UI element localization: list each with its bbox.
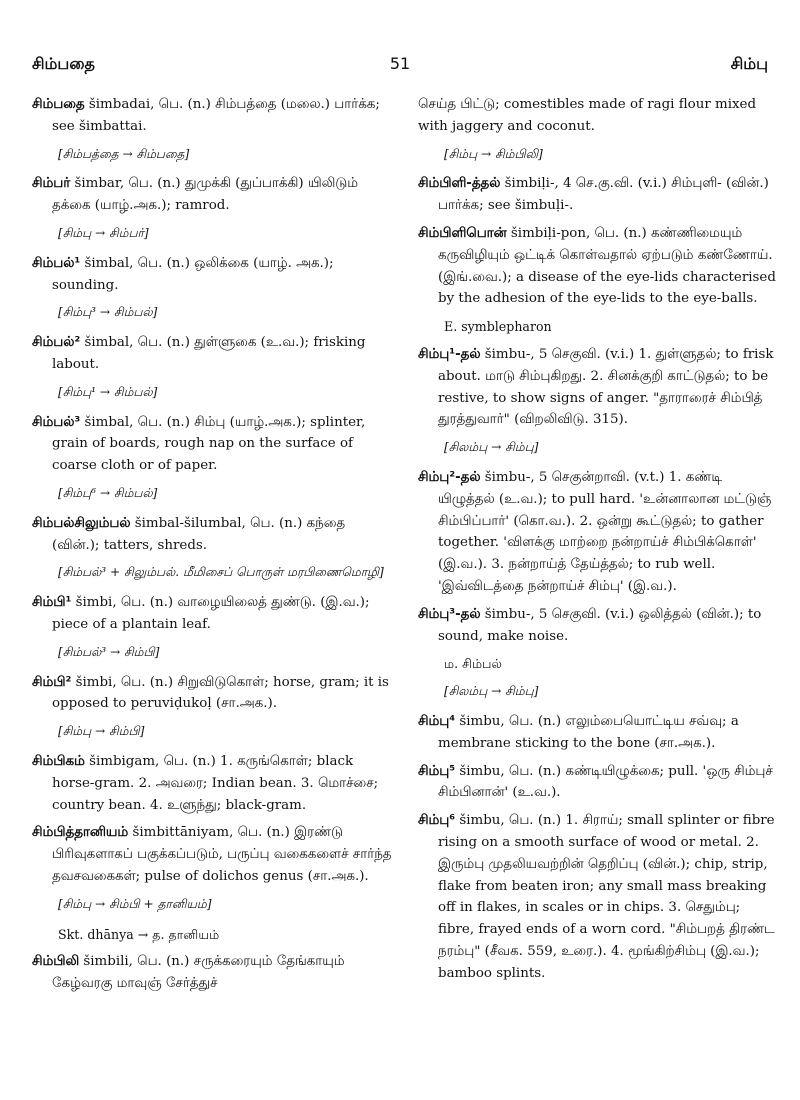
entry-headword: சிம்பதை <box>32 97 85 112</box>
entry-definition: šimbadai, பெ. (n.) சிம்பத்தை (மலை.) பார்க்க; see šimbattai. <box>52 97 380 134</box>
dictionary-entry <box>32 332 392 376</box>
entry-definition: šimbu-, 5 செகுன்றாவி. (v.t.) 1. கண்டி யிழுத்தல் (உ.வ.); to pull hard. 'உன்னாலான மட்டுஞ் சிம்பிப்பார்' (கொ.வ.). 2. ஒன்று கூட்டுதல்; to gather together. 'விளக்கு மாற்றை நன்றாய்ச் சிம்பிக்கொள்' (இ.வ.). 3. நன்றாய்த் தேய்த்தல்; to rub well. 'இவ்விடத்தை நன்றாய்ச் சிம்பு' (இ.வ.). <box>438 469 772 594</box>
entry-headword: சிம்பி¹ <box>32 595 72 611</box>
entry-definition: šimbu-, 5 செகுவி. (v.i.) ஒலித்தல் (வின்.); to sound, make noise. <box>438 606 762 644</box>
etymology-note: [சிம்பு³ → சிம்பல்] <box>58 305 158 320</box>
etymology-note: [சிம்பு¹ → சிம்பல்] <box>58 384 158 399</box>
entry-headword: சிம்பு¹-தல் <box>418 346 481 362</box>
entry-headword: சிம்பிலி <box>32 954 80 970</box>
entry-headword: சிம்பு²-தல் <box>418 469 481 485</box>
entry-definition: šimbar, பெ. (n.) துமுக்கி (துப்பாக்கி) யிலிடும் தக்கை (யாழ்.அக.); ramrod. <box>52 176 358 214</box>
entry-definition: šimbu, பெ. (n.) 1. சிராய்; small splinter or fibre rising on a smooth surface of wood or metal. 2. இரும்பு முதலியவற்றின் தெறிப்பு (வின்.); chip, strip, flake from beaten iron; any small mass breaking off in flakes, in scales or in chips. 3. செதும்பு; fibre, frayed ends of a worn cord. "சிம்பறத் திரண்ட நரம்பு" (சீவக. 559, உரை.). 4. மூங்கிற்சிம்பு (இ.வ.); bamboo splints. <box>438 813 775 981</box>
entry-headword: சிம்பல்¹ <box>32 255 81 271</box>
right-column <box>418 94 778 990</box>
dictionary-entry <box>32 412 392 477</box>
etymology-note: [சிம்பல்³ → சிம்பி] <box>58 644 160 659</box>
entry-definition: šimbi, பெ. (n.) சிறுவிடுகொள்; horse, gram; it is opposed to peruviḍukoḷ (சா.அக.). <box>52 674 389 712</box>
entry-headword: சிம்பு³-தல் <box>418 606 481 622</box>
etymology-note: [சிலம்பு → சிம்பு] <box>444 440 539 455</box>
entry-definition: šimbiḷi-, 4 செ.கு.வி. (v.i.) சிம்புளி- (வின்.) பார்க்க; see šimbuḷi-. <box>438 176 769 214</box>
entry-definition: šimbu-, 5 செகுவி. (v.i.) 1. துள்ளுதல்; to frisk about. மாடு சிம்புகிறது. 2. சினக்குறி காட்டுதல்; to be restive, to show signs of anger. "தாராரைச் சிம்பித் துரத்துவார்" (விறலிவிடு. 315). <box>438 346 774 428</box>
entry-headword: சிம்பல்² <box>32 335 81 351</box>
entry-definition: šimbittāniyam, பெ. (n.) இரண்டு பிரிவுகளாகப் பகுக்கப்படும், பருப்பு வகைகளைச் சார்ந்த தவசவகைகள்; pulse of dolichos genus (சா.அக.). <box>52 825 392 884</box>
entry-headword: சிம்பிளி-த்தல் <box>418 176 501 192</box>
entry-definition: šimbu, பெ. (n.) எலும்பையொட்டிய சவ்வு; a membrane sticking to the bone (சா.அக.). <box>438 713 739 751</box>
etymology-note: [சிம்பு → சிம்பர்] <box>58 225 149 240</box>
dictionary-entry <box>418 467 778 598</box>
left-column <box>32 94 392 1001</box>
entry-headword: சிம்பு⁶ <box>418 813 456 829</box>
dictionary-entry <box>418 810 778 984</box>
header-right-guideword: சிம்பு <box>730 54 768 73</box>
entry-headword: சிம்பர் <box>32 176 71 192</box>
etymology-note: [சிம்பத்தை → சிம்பதை] <box>58 146 190 161</box>
entry-definition: šimbiḷi-pon, பெ. (n.) கண்ணிமையும் கருவிழியும் ஒட்டிக் கொள்வதால் ஏற்படும் கண்ணோய். (இங்.வை.); a disease of the eye-lids characterised by the adhesion of the eye-lids to the eye-balls. <box>438 225 776 307</box>
entry-headword: சிம்பு⁴ <box>418 713 456 729</box>
entry-definition: šimbal, பெ. (n.) ஒலிக்கை (யாழ். அக.); sounding. <box>52 255 334 293</box>
entry-definition: šimbal, பெ. (n.) சிம்பு (யாழ்.அக.); splinter, grain of boards, rough nap on the surface of coarse cloth or of paper. <box>52 414 366 474</box>
dictionary-entry <box>418 604 778 648</box>
etymology-note: [சிம்பு⁶ → சிம்பல்] <box>58 485 158 500</box>
entry-definition: šimbal, பெ. (n.) துள்ளுகை (உ.வ.); frisking labout. <box>52 335 366 372</box>
dictionary-entry <box>418 761 778 805</box>
etymology-note: [சிம்பு → சிம்பி] <box>58 724 145 739</box>
dictionary-entry <box>418 711 778 755</box>
entry-continuation: செய்த பிட்டு; comestibles made of ragi flour mixed with jaggery and coconut. <box>418 97 757 134</box>
dictionary-entry <box>32 751 392 816</box>
dictionary-entry <box>32 822 392 887</box>
cognate-note: E. symblepharon <box>444 319 552 335</box>
entry-definition: šimbili, பெ. (n.) சருக்கரையும் தேங்காயும் கேழ்வரகு மாவுஞ் சேர்த்துச் <box>52 954 345 992</box>
etymology-note: [சிலம்பு → சிம்பு] <box>444 684 539 699</box>
entry-headword: சிம்பிகம் <box>32 753 85 769</box>
dictionary-entry <box>32 951 392 995</box>
cognate-note: ம. சிம்பல் <box>444 656 502 672</box>
dictionary-entry <box>418 344 778 431</box>
entry-headword: சிம்பல்³ <box>32 414 81 430</box>
dictionary-entry <box>418 173 778 217</box>
etymology-note: [சிம்பு → சிம்பி + தானியம்] <box>58 896 212 911</box>
dictionary-entry <box>32 672 392 716</box>
entry-headword: சிம்பி² <box>32 674 72 690</box>
dictionary-entry <box>32 173 392 217</box>
dictionary-entry <box>32 94 392 138</box>
etymology-note: [சிம்பு → சிம்பிலி] <box>444 146 543 161</box>
entry-headword: சிம்பு⁵ <box>418 763 456 779</box>
entry-definition: šimbi, பெ. (n.) வாழையிலைத் துண்டு. (இ.வ.); piece of a plantain leaf. <box>52 595 370 632</box>
entry-headword: சிம்பித்தானியம் <box>32 825 129 841</box>
page-number: 51 <box>389 54 411 73</box>
header-left-guideword: சிம்பதை <box>32 54 95 73</box>
page-header <box>32 54 768 78</box>
dictionary-entry <box>418 223 778 310</box>
entry-definition: šimbu, பெ. (n.) கண்டியிழுக்கை; pull. 'ஒரு சிம்புச் சிம்பினான்' (உ.வ.). <box>438 763 773 801</box>
entry-definition: šimbal-šilumbal, பெ. (n.) கந்தை (வின்.); tatters, shreds. <box>52 515 346 553</box>
entry-headword: சிம்பிளிபொன் <box>418 225 507 241</box>
cognate-note: Skt. dhānya → த. தானியம் <box>58 926 220 942</box>
etymology-note: [சிம்பல்³ + சிலும்பல். மீமிசைப் பொருள் மரபிணைமொழி] <box>58 565 384 580</box>
entry-headword: சிம்பல்சிலும்பல் <box>32 515 131 531</box>
entry-definition: šimbigam, பெ. (n.) 1. கருங்கொள்; black horse-gram. 2. அவரை; Indian bean. 3. மொச்சை; country bean. 4. உளுந்து; black-gram. <box>52 753 379 813</box>
dictionary-entry <box>32 253 392 297</box>
dictionary-entry <box>32 592 392 636</box>
dictionary-entry <box>32 513 392 557</box>
